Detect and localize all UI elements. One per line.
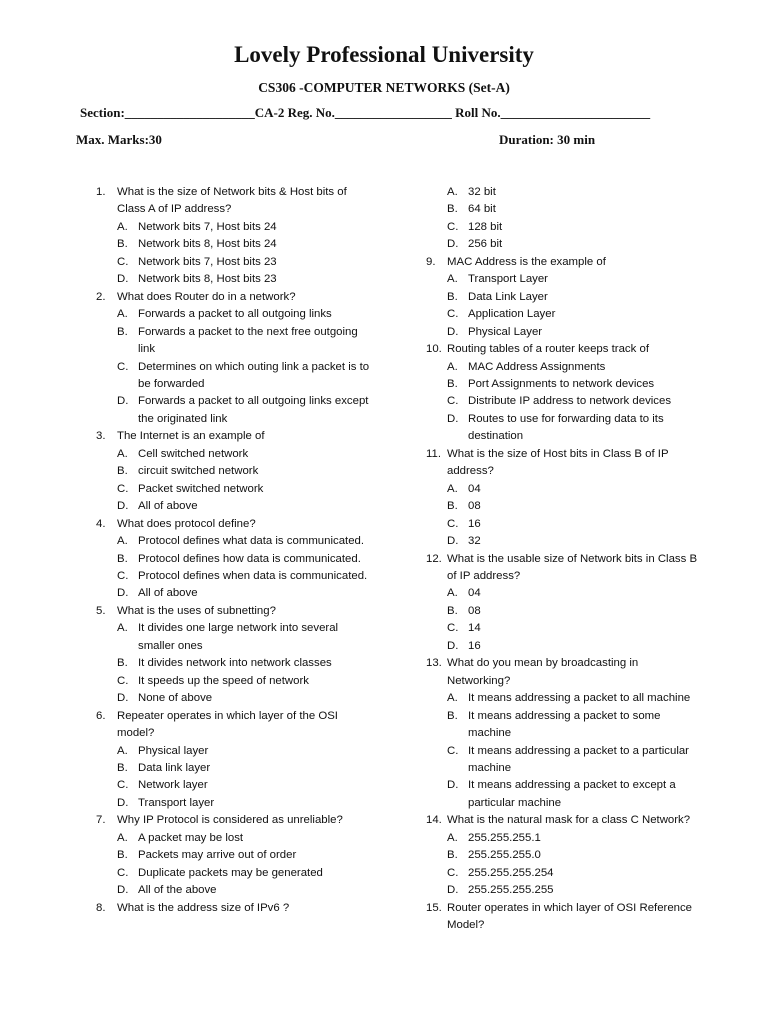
answer-option [96, 254, 376, 271]
answer-option [426, 516, 698, 533]
answer-option [96, 446, 376, 463]
question-text: What does Router do in a network? [117, 290, 296, 303]
question-text: What is the usable size of Network bits in Class B of IP address? [447, 552, 698, 582]
question-number: 3. [96, 430, 106, 443]
question [96, 428, 376, 445]
option-text: It means addressing a packet to a particular machine [468, 744, 689, 774]
option-letter: A. [117, 744, 128, 757]
answer-option [426, 481, 698, 498]
option-letter: C. [447, 220, 459, 233]
section-reg-roll-line: Section:____________________CA-2 Reg. No.__________________ Roll No._______________________ [80, 105, 651, 120]
option-text: It divides one large network into several smaller ones [138, 622, 339, 652]
answer-option [96, 498, 376, 515]
answer-option [426, 620, 698, 637]
question [96, 603, 376, 620]
option-text: Cell switched network [138, 447, 249, 460]
option-text: 256 bit [468, 238, 503, 251]
option-letter: D. [117, 273, 129, 286]
option-letter: D. [447, 535, 459, 548]
answer-option [426, 411, 698, 446]
option-letter: D. [447, 779, 459, 792]
option-text: Port Assignments to network devices [468, 377, 655, 390]
option-text: Forwards a packet to all outgoing links except the originated link [138, 395, 369, 425]
question [96, 289, 376, 306]
option-text: Packet switched network [138, 482, 264, 495]
answer-option [426, 219, 698, 236]
answer-option [96, 568, 376, 585]
option-letter: B. [447, 203, 458, 216]
answer-option [96, 690, 376, 707]
option-letter: D. [447, 325, 459, 338]
option-text: Data Link Layer [468, 290, 548, 303]
option-letter: B. [117, 849, 128, 862]
option-text: It means addressing a packet to all machine [468, 692, 691, 705]
option-text: 255.255.255.254 [468, 866, 554, 879]
option-text: Routes to use for forwarding data to its destination [468, 412, 664, 443]
answer-option [96, 795, 376, 812]
max-marks: Max. Marks:30 [76, 132, 162, 147]
answer-option [426, 236, 698, 253]
answer-option [96, 306, 376, 323]
question-number: 7. [96, 814, 106, 827]
option-letter: B. [117, 761, 128, 774]
answer-option [426, 743, 698, 778]
option-text: circuit switched network [138, 465, 259, 478]
question [96, 900, 376, 917]
question-number: 5. [96, 604, 106, 617]
option-letter: C. [117, 255, 129, 268]
option-text: 08 [468, 604, 481, 617]
question [426, 551, 698, 586]
option-text: Network bits 7, Host bits 24 [138, 220, 277, 233]
option-text: Transport layer [138, 796, 215, 809]
option-letter: D. [447, 884, 459, 897]
option-text: 32 bit [468, 186, 496, 198]
question-number: 14. [426, 814, 442, 827]
answer-option [96, 463, 376, 480]
option-text: 04 [468, 587, 481, 600]
question [426, 812, 698, 829]
option-text: Network layer [138, 779, 208, 792]
question-number: 8. [96, 901, 106, 914]
answer-option [426, 865, 698, 882]
option-text: All of the above [138, 884, 217, 897]
duration: Duration: 30 min [499, 132, 596, 147]
option-letter: A. [117, 447, 128, 460]
option-letter: B. [117, 465, 128, 478]
option-text: 255.255.255.255 [468, 884, 554, 897]
answer-option [426, 603, 698, 620]
option-text: A packet may be lost [138, 831, 244, 844]
question-text: Routing tables of a router keeps track of [447, 343, 649, 356]
option-letter: B. [117, 552, 128, 565]
university-title: Lovely Professional University [234, 42, 534, 67]
question-number: 1. [96, 186, 106, 198]
option-text: Distribute IP address to network devices [468, 395, 672, 408]
left-question-column [96, 184, 376, 917]
option-letter: A. [117, 220, 128, 233]
question [426, 900, 698, 935]
option-text: Packets may arrive out of order [138, 849, 297, 862]
option-text: 255.255.255.1 [468, 831, 541, 844]
option-letter: B. [447, 500, 458, 513]
option-text: 16 [468, 517, 481, 530]
option-letter: C. [117, 866, 129, 879]
answer-option [426, 533, 698, 550]
option-text: Forwards a packet to all outgoing links [138, 308, 332, 321]
question-text: Why IP Protocol is considered as unreliable? [117, 814, 343, 827]
right-question-column [426, 184, 698, 934]
answer-option [426, 376, 698, 393]
option-letter: C. [117, 482, 129, 495]
option-text: It speeds up the speed of network [138, 674, 309, 687]
answer-option [426, 777, 698, 812]
answer-option [96, 830, 376, 847]
option-letter: D. [117, 796, 129, 809]
option-letter: D. [447, 412, 459, 425]
option-text: Network bits 8, Host bits 23 [138, 273, 277, 286]
answer-option [96, 673, 376, 690]
question-text: Router operates in which layer of OSI Reference Model? [447, 901, 693, 932]
option-text: Transport Layer [468, 273, 548, 286]
answer-option [426, 184, 698, 201]
option-text: MAC Address Assignments [468, 360, 606, 373]
answer-option [426, 498, 698, 515]
question-text: What is the natural mask for a class C Network? [447, 814, 691, 827]
question-text: Repeater operates in which layer of the OSI model? [117, 709, 338, 740]
answer-option [96, 777, 376, 794]
option-letter: B. [447, 849, 458, 862]
option-text: Network bits 8, Host bits 24 [138, 238, 277, 251]
option-letter: D. [447, 238, 459, 251]
option-letter: A. [117, 535, 128, 548]
question-number: 13. [426, 657, 442, 670]
answer-option [96, 743, 376, 760]
answer-option [96, 533, 376, 550]
option-letter: C. [447, 744, 459, 757]
answer-option [96, 882, 376, 899]
option-letter: D. [117, 692, 129, 705]
option-letter: B. [447, 290, 458, 303]
option-text: 64 bit [468, 203, 496, 216]
question-text: What do you mean by broadcasting in Networking? [447, 657, 639, 687]
option-letter: A. [447, 273, 458, 286]
option-text: Protocol defines how data is communicated. [138, 552, 361, 565]
question [96, 708, 376, 743]
option-text: 128 bit [468, 220, 503, 233]
option-letter: D. [117, 500, 129, 513]
question [426, 341, 698, 358]
option-text: None of above [138, 692, 213, 705]
question-text: What is the size of Network bits & Host bits of Class A of IP address? [117, 186, 347, 216]
option-text: All of above [138, 500, 198, 513]
option-text: Determines on which outing link a packet is to be forwarded [138, 360, 370, 390]
question-number: 12. [426, 552, 442, 565]
option-letter: C. [117, 360, 129, 373]
answer-option [96, 760, 376, 777]
answer-option [96, 620, 376, 655]
question-number: 6. [96, 709, 106, 722]
option-letter: A. [447, 692, 458, 705]
option-text: 14 [468, 622, 481, 635]
answer-option [426, 847, 698, 864]
option-text: 04 [468, 482, 481, 495]
answer-option [96, 481, 376, 498]
option-letter: C. [447, 517, 459, 530]
question-text: MAC Address is the example of [447, 255, 606, 268]
answer-option [96, 219, 376, 236]
option-text: Protocol defines when data is communicated. [138, 569, 368, 582]
answer-option [426, 690, 698, 707]
answer-option [426, 882, 698, 899]
question-number: 11. [426, 447, 441, 460]
question [426, 446, 698, 481]
option-text: Protocol defines what data is communicated. [138, 535, 365, 548]
option-letter: C. [447, 308, 459, 321]
answer-option [96, 655, 376, 672]
option-letter: C. [117, 779, 129, 792]
question-text: What is the size of Host bits in Class B of IP address? [447, 447, 669, 478]
answer-option [426, 324, 698, 341]
answer-option [426, 271, 698, 288]
question [96, 184, 376, 219]
option-letter: A. [447, 186, 458, 198]
option-letter: D. [117, 395, 129, 408]
answer-option [426, 393, 698, 410]
option-letter: B. [117, 325, 128, 338]
question-text: What does protocol define? [117, 517, 256, 530]
option-letter: C. [447, 866, 459, 879]
option-text: It means addressing a packet to except a particular machine [468, 779, 676, 809]
option-letter: B. [447, 709, 458, 722]
question-number: 15. [426, 901, 442, 914]
answer-option [96, 585, 376, 602]
option-text: Data link layer [138, 761, 211, 774]
option-text: Application Layer [468, 308, 556, 321]
answer-option [96, 271, 376, 288]
option-letter: A. [117, 622, 128, 635]
answer-option [96, 324, 376, 359]
question [426, 254, 698, 271]
option-text: 255.255.255.0 [468, 849, 541, 862]
option-text: Duplicate packets may be generated [138, 866, 323, 879]
answer-option [426, 289, 698, 306]
option-text: Physical layer [138, 744, 209, 757]
answer-option [426, 306, 698, 323]
option-letter: A. [117, 831, 128, 844]
option-text: All of above [138, 587, 198, 600]
option-letter: D. [447, 639, 459, 652]
answer-option [96, 393, 376, 428]
question-text: What is the uses of subnetting? [117, 604, 276, 617]
option-text: It divides network into network classes [138, 657, 332, 670]
option-letter: B. [117, 657, 128, 670]
option-text: Network bits 7, Host bits 23 [138, 255, 277, 268]
option-text: 32 [468, 535, 481, 548]
question-number: 10. [426, 343, 442, 356]
option-letter: A. [447, 360, 458, 373]
option-letter: B. [117, 238, 128, 251]
option-letter: C. [447, 622, 459, 635]
question-text: The Internet is an example of [117, 430, 265, 443]
question-number: 2. [96, 290, 106, 303]
option-text: 08 [468, 500, 481, 513]
answer-option [96, 236, 376, 253]
option-letter: C. [447, 395, 459, 408]
answer-option [426, 830, 698, 847]
option-text: Forwards a packet to the next free outgoing link [138, 325, 358, 356]
answer-option [426, 585, 698, 602]
option-text: 16 [468, 639, 481, 652]
option-letter: A. [447, 482, 458, 495]
option-text: It means addressing a packet to some machine [468, 709, 661, 740]
option-letter: C. [117, 674, 129, 687]
answer-option [426, 201, 698, 218]
answer-option [426, 708, 698, 743]
option-letter: B. [447, 377, 458, 390]
answer-option [96, 865, 376, 882]
option-letter: D. [117, 587, 129, 600]
answer-option [96, 551, 376, 568]
answer-option [96, 847, 376, 864]
course-title: CS306 -COMPUTER NETWORKS (Set-A) [258, 80, 510, 95]
answer-option [96, 359, 376, 394]
answer-option [426, 638, 698, 655]
answer-option [426, 359, 698, 376]
option-letter: B. [447, 604, 458, 617]
question [96, 516, 376, 533]
question [426, 655, 698, 690]
option-letter: D. [117, 884, 129, 897]
question-number: 4. [96, 517, 106, 530]
option-text: Physical Layer [468, 325, 543, 338]
question-text: What is the address size of IPv6 ? [117, 901, 290, 914]
question-number: 9. [426, 255, 436, 268]
question [96, 812, 376, 829]
option-letter: A. [447, 831, 458, 844]
option-letter: A. [117, 308, 128, 321]
option-letter: C. [117, 569, 129, 582]
option-letter: A. [447, 587, 458, 600]
